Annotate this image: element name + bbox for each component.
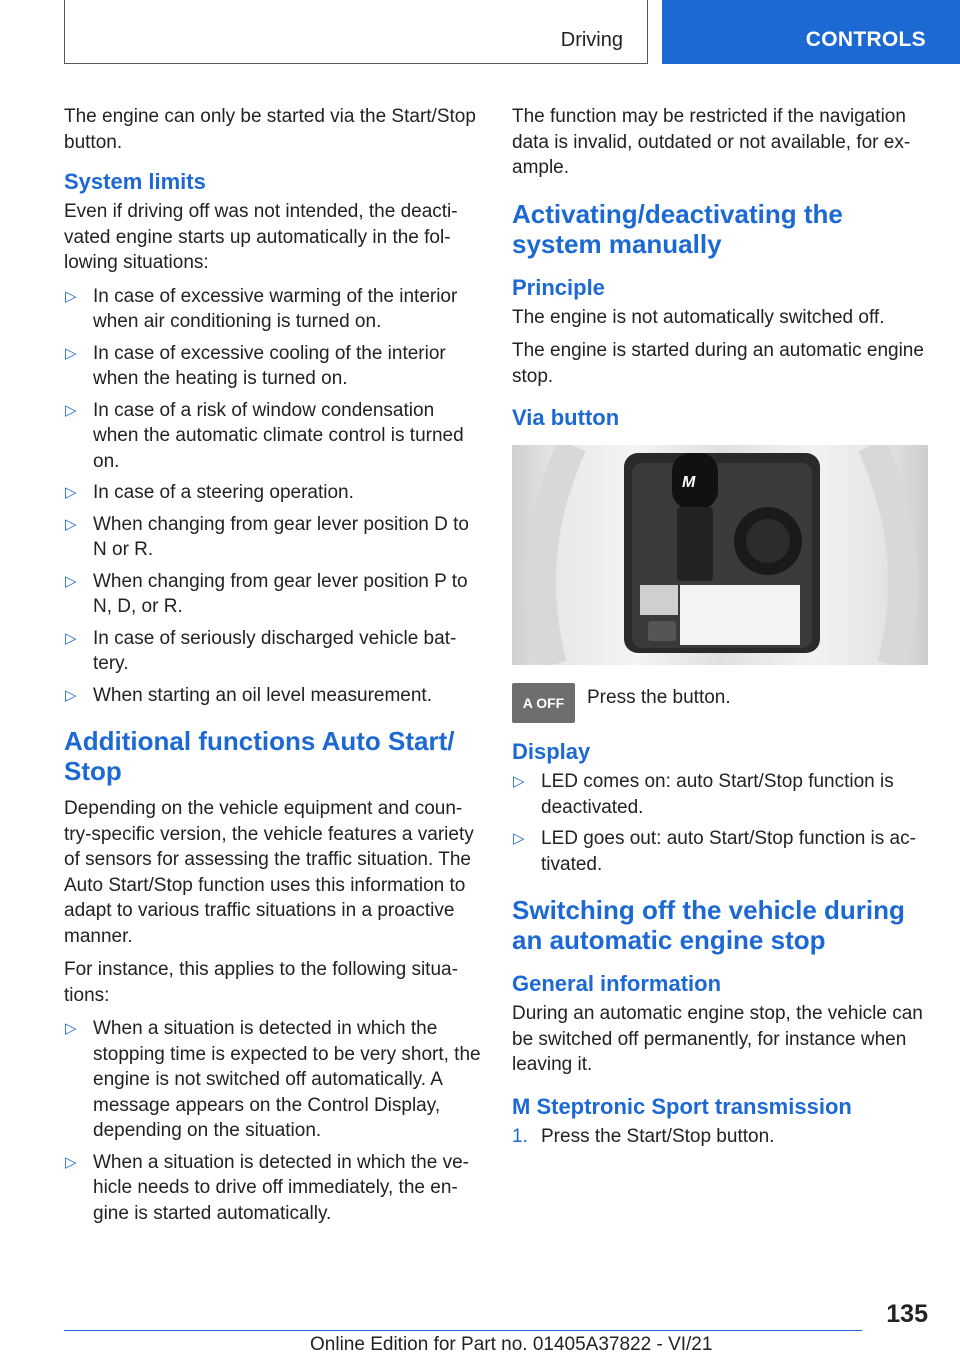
list-item-text: In case of a risk of window condensation when the automatic climate control is turned on. xyxy=(93,399,464,472)
list-item-text: LED goes out: auto Start/Stop function is ac-tivated. xyxy=(541,828,916,875)
header-section-title: Driving xyxy=(560,29,623,51)
additional-functions-heading: Additional functions Auto Start/ Stop xyxy=(64,726,455,786)
additional-functions-p2: For instance, this applies to the following situa-tions: xyxy=(64,959,458,1006)
list-item-text: LED comes on: auto Start/Stop function is deactivated. xyxy=(541,771,894,818)
triangle-bullet-icon: ▷ xyxy=(65,1153,77,1171)
system-limits-text: Even if driving off was not intended, the deacti-vated engine starts up automatically in the fol-lowing situations: xyxy=(64,201,458,273)
triangle-bullet-icon: ▷ xyxy=(65,484,77,501)
header-box xyxy=(64,0,648,64)
left-column xyxy=(64,104,484,1234)
switching-off-heading: Switching off the vehicle during an automatic engine stop xyxy=(512,895,905,955)
system-limits-heading: System limits xyxy=(64,169,206,194)
triangle-bullet-icon: ▷ xyxy=(65,287,77,305)
step-number: 1. xyxy=(512,1125,528,1147)
list-item-text: In case of excessive warming of the interior when air conditioning is turned on. xyxy=(93,285,458,332)
list-item-text: In case of seriously discharged vehicle bat-tery. xyxy=(93,627,457,674)
list-item xyxy=(512,826,930,877)
center-console-illustration xyxy=(512,445,928,665)
triangle-bullet-icon: ▷ xyxy=(65,344,77,362)
triangle-bullet-icon: ▷ xyxy=(65,686,77,704)
triangle-bullet-icon: ▷ xyxy=(65,515,77,533)
display-heading: Display xyxy=(512,739,591,764)
triangle-bullet-icon: ▷ xyxy=(513,773,525,790)
display-list xyxy=(512,769,930,877)
principle-text-1: The engine is not automatically switched off. xyxy=(512,306,885,328)
steptronic-heading: M Steptronic Sport transmission xyxy=(512,1093,852,1119)
list-item xyxy=(64,569,484,620)
auto-start-stop-off-button-icon xyxy=(512,683,575,723)
svg-text:M: M xyxy=(682,474,696,491)
list-item xyxy=(64,512,484,563)
list-item xyxy=(64,480,484,506)
additional-functions-p1: Depending on the vehicle equipment and coun-try-specific version, the vehicle features a variety of sensors for assessing the traffic situation. The Auto Start/Stop function uses this information to adapt to various traffic situations in a proactive manner. xyxy=(64,798,474,947)
footer-edition: Online Edition for Part no. 01405A37822 - VI/21 xyxy=(310,1334,713,1355)
list-item-text: Press the Start/Stop button. xyxy=(541,1125,775,1147)
footer-divider xyxy=(64,1330,862,1331)
triangle-bullet-icon: ▷ xyxy=(513,830,525,847)
list-item-text: When a situation is detected in which the ve-hicle needs to drive off immediately, the en-gine is started automatically. xyxy=(93,1151,469,1224)
triangle-bullet-icon: ▷ xyxy=(65,1020,77,1037)
list-item-text: When starting an oil level measurement. xyxy=(93,684,432,706)
press-button-row xyxy=(512,683,930,723)
list-item xyxy=(64,341,484,392)
activating-heading: Activating/deactivating the system manually xyxy=(512,198,843,259)
steptronic-steps xyxy=(512,1124,930,1150)
principle-text-2: The engine is started during an automatic engine stop. xyxy=(512,340,924,387)
triangle-bullet-icon: ▷ xyxy=(65,629,77,647)
list-item xyxy=(64,683,484,709)
triangle-bullet-icon: ▷ xyxy=(65,401,77,419)
list-item-text: When changing from gear lever position P to N, D, or R. xyxy=(93,570,468,617)
center-console-photo xyxy=(512,445,928,665)
button-icon-label: A OFF xyxy=(522,695,565,711)
list-item xyxy=(64,626,484,677)
page-number: 135 xyxy=(886,1300,928,1328)
list-item xyxy=(64,1150,484,1227)
header-chapter-tab[interactable] xyxy=(662,0,960,64)
intro-paragraph: The engine can only be started via the Start/Stop button. xyxy=(64,106,476,153)
header-chapter-label: CONTROLS xyxy=(805,28,926,51)
list-item xyxy=(64,284,484,335)
list-item-text: In case of a steering operation. xyxy=(93,482,354,503)
list-item xyxy=(64,398,484,475)
right-column xyxy=(512,104,930,1155)
principle-heading: Principle xyxy=(512,274,605,300)
list-item-text: In case of excessive cooling of the interior when the heating is turned on. xyxy=(93,342,446,389)
list-item-text: When a situation is detected in which the stopping time is expected to be very short, the engine is not switched off automatically. A message appears on the Control Display, depending on the situation. xyxy=(93,1018,481,1141)
triangle-bullet-icon: ▷ xyxy=(65,572,77,590)
list-item xyxy=(64,1016,484,1144)
general-information-text: During an automatic engine stop, the vehicle can be switched off permanently, for instance when leaving it. xyxy=(512,1003,923,1075)
via-button-heading: Via button xyxy=(512,405,620,430)
press-button-text: Press the button. xyxy=(587,687,731,708)
general-information-heading: General information xyxy=(512,971,722,996)
page-header xyxy=(0,0,960,66)
list-item xyxy=(512,1124,930,1150)
additional-functions-list xyxy=(64,1016,484,1226)
list-item xyxy=(512,769,930,820)
system-limits-list xyxy=(64,284,484,709)
restriction-paragraph: The function may be restricted if the navigation data is invalid, outdated or not available, for ex-ample. xyxy=(512,106,911,178)
list-item-text: When changing from gear lever position D to N or R. xyxy=(93,513,469,560)
